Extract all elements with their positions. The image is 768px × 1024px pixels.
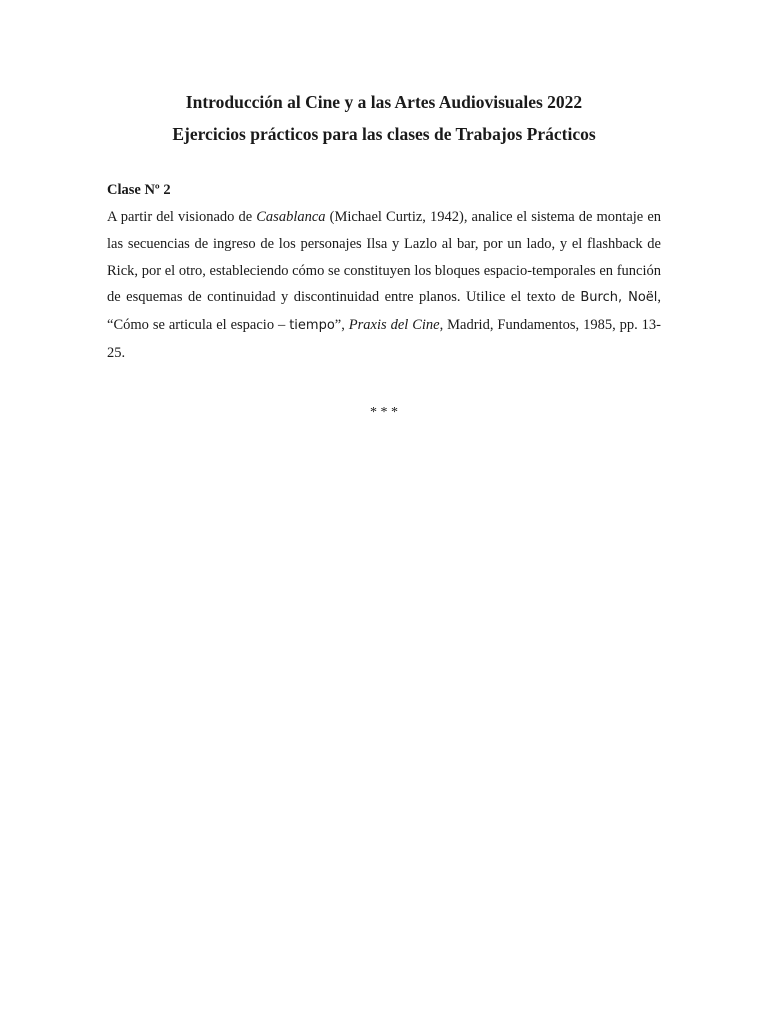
book-title: Praxis del Cine (348, 317, 440, 334)
citation-end: , Madrid, Fundamentos, 1985, pp. 13-25. (107, 317, 662, 361)
paragraph-body: (Michael Curtiz, 1942), analice el sistema de montaje en las secuencias de ingreso de los personajes Ilsa y Lazlo al bar, por un lado, y el flashback de Rick, por el otro, estableciendo cómo se constituyen los bloques espacio-temporales en función de esquemas de continuidad y discontinuidad entre planos. Utilice el texto de (107, 209, 662, 306)
section-heading: Clase Nº 2 (107, 182, 171, 198)
section-separator: * * * (370, 405, 398, 420)
paragraph-intro: A partir del visionado de (107, 209, 257, 225)
author-name: Burch, Noël (580, 290, 658, 306)
chapter-title-end: tiempo (289, 318, 335, 334)
assignment-paragraph (107, 204, 661, 367)
citation-separator: , (657, 289, 662, 306)
document-title: Introducción al Cine y a las Artes Audiovisuales 2022 (185, 92, 583, 112)
chapter-title-start: Cómo se articula el espacio – (113, 317, 290, 334)
film-title: Casablanca (256, 209, 326, 225)
quote-close: ”, (334, 317, 349, 334)
quote-open: “ (107, 317, 114, 334)
document-subtitle: Ejercicios prácticos para las clases de Trabajos Prácticos (172, 124, 596, 144)
